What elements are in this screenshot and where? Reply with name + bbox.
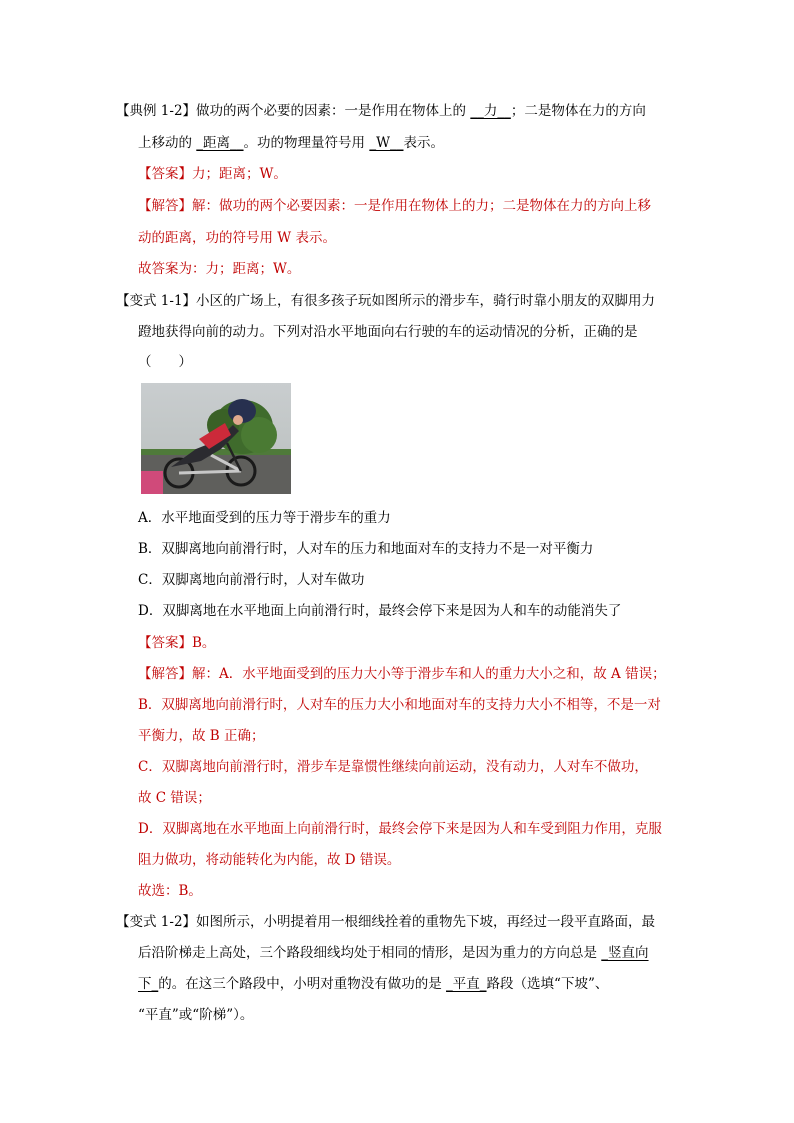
variant-1-1-analysis-line-4: C．双脚离地向前滑行时，滑步车是靠惯性继续向前运动，没有动力，人对车不做功， bbox=[138, 759, 648, 775]
variant-1-1-question-line-1: 【变式 1-1】小区的广场上，有很多孩子玩如图所示的滑步车，骑行时靠小朋友的双脚用力 bbox=[116, 293, 656, 309]
example-1-2-question-line-1: 【典例 1-2】做功的两个必要的因素：一是作用在物体上的 __力__；二是物体在力的方向 bbox=[116, 103, 646, 119]
option-d: D．双脚离地在水平地面上向前滑行时，最终会停下来是因为人和车的动能消失了 bbox=[138, 603, 622, 619]
variant-1-1-analysis-line-5: 故 C 错误； bbox=[138, 790, 211, 806]
variant-tag: 【变式 1-2】 bbox=[116, 914, 197, 930]
answer-blank-1a: _竖直向 bbox=[601, 945, 649, 961]
variant-1-2-question-line-4: “平直”或“阶梯”）。 bbox=[138, 1007, 254, 1023]
variant-1-1-answer: 【答案】B。 bbox=[138, 635, 216, 651]
answer-blank-1b: 下_ bbox=[138, 976, 159, 992]
option-a: A．水平地面受到的压力等于滑步车的重力 bbox=[138, 510, 391, 526]
variant-1-1-analysis-line-2: B．双脚离地向前滑行时，人对车的压力大小和地面对车的支持力大小不相等，不是一对 bbox=[138, 697, 661, 713]
variant-tag: 【变式 1-1】 bbox=[116, 293, 197, 309]
variant-1-1-analysis-line-7: 阻力做功，将动能转化为内能，故 D 错误。 bbox=[138, 852, 401, 868]
variant-1-2-question-line-3: 下_的。在这三个路段中，小明对重物没有做功的是 _平直_路段（选填“下坡”、 bbox=[138, 976, 609, 992]
answer-blank-2: _平直_ bbox=[446, 976, 487, 992]
variant-1-1-conclusion: 故选：B。 bbox=[138, 883, 202, 899]
option-c: C．双脚离地向前滑行时，人对车做功 bbox=[138, 572, 365, 588]
variant-1-1-analysis-line-6: D．双脚离地在水平地面上向前滑行时，最终会停下来是因为人和车受到阻力作用，克服 bbox=[138, 821, 662, 837]
option-b: B．双脚离地向前滑行时，人对车的压力和地面对车的支持力不是一对平衡力 bbox=[138, 541, 594, 557]
answer-blank-3: _W__ bbox=[369, 135, 404, 151]
variant-1-2-question-line-2: 后沿阶梯走上高处，三个路段细线均处于相同的情形，是因为重力的方向总是 _竖直向 bbox=[138, 945, 649, 961]
variant-1-2-question-line-1: 【变式 1-2】如图所示，小明提着用一根细线拴着的重物先下坡，再经过一段平直路面，最 bbox=[116, 914, 656, 930]
variant-1-1-analysis-line-3: 平衡力，故 B 正确； bbox=[138, 728, 265, 744]
answer-blank-1: __力__ bbox=[470, 103, 511, 119]
example-1-2-question-line-2: 上移动的 _距离__。功的物理量符号用 _W__表示。 bbox=[138, 135, 444, 151]
example-1-2-answer: 【答案】力；距离；W。 bbox=[138, 166, 287, 182]
example-1-2-analysis-line-2: 动的距离，功的符号用 W 表示。 bbox=[138, 230, 336, 246]
example-1-2-analysis-line-1: 【解答】解：做功的两个必要因素：一是作用在物体上的力；二是物体在力的方向上移 bbox=[138, 198, 651, 214]
example-1-2-conclusion: 故答案为：力；距离；W。 bbox=[138, 261, 301, 277]
answer-blank-2: _距离__ bbox=[196, 135, 244, 151]
balance-bike-photo bbox=[141, 383, 291, 494]
variant-1-1-question-line-3: （ ） bbox=[138, 354, 192, 370]
example-tag: 【典例 1-2】 bbox=[116, 103, 197, 119]
variant-1-1-question-line-2: 蹬地获得向前的动力。下列对沿水平地面向右行驶的车的运动情况的分析，正确的是 bbox=[138, 324, 638, 340]
variant-1-1-analysis-line-1: 【解答】解：A．水平地面受到的压力大小等于滑步车和人的重力大小之和，故 A 错误； bbox=[138, 666, 666, 682]
